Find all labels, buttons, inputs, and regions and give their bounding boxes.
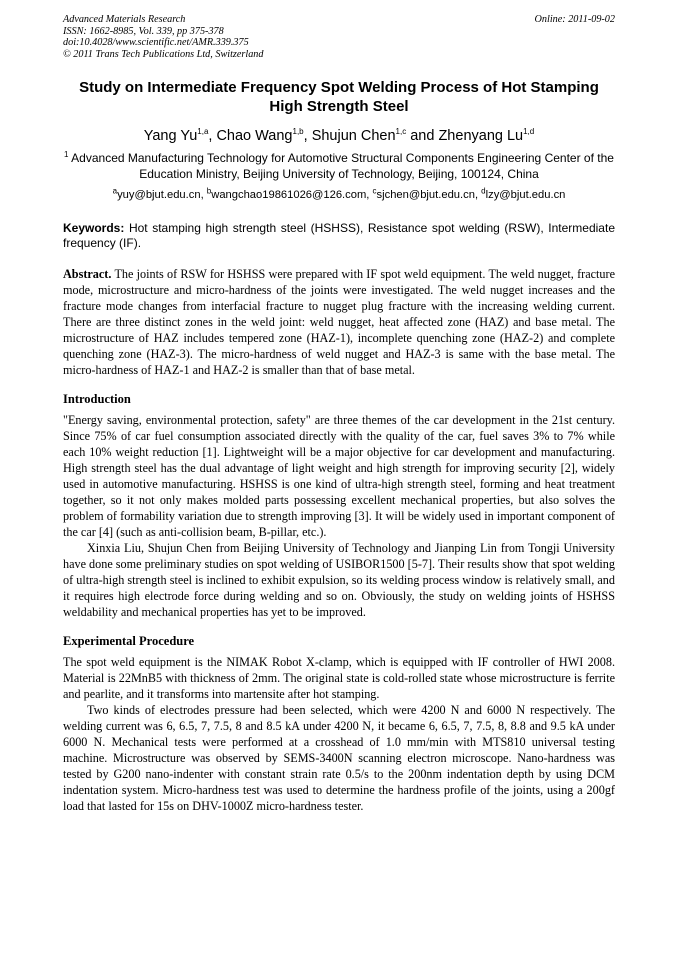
online-date: Online: 2011-09-02 <box>534 14 615 25</box>
abstract-label: Abstract. <box>63 267 112 281</box>
author-name: Zhenyang Lu <box>438 128 524 144</box>
intro-paragraph-2: Xinxia Liu, Shujun Chen from Beijing University of Technology and Jianping Lin from Tongji University have done some preliminary studies on spot welding of USIBOR1500 [5-7]. Their results show that spot welding of ultra-high strength steel is inclined to exhibit expulsion, so its welding process window is relatively small, and it requires high electrode force during welding and so on. Obviously, the study on welding joints of HSHSS weldability and mechanical properties has yet to be improved. <box>63 541 615 619</box>
doi-line: doi:10.4028/www.scientific.net/AMR.339.375 <box>63 37 249 48</box>
email-list <box>63 188 615 203</box>
abstract-text: The joints of RSW for HSHSS were prepared with IF spot weld equipment. The weld nugget, fracture mode, microstructure and micro-hardness of the joints were investigated. The weld nugget increases and the fracture mode changes from interfacial fracture to nugget plug fracture with the increasing welding current. There are three distinct zones in the weld joint: weld nugget, heat affected zone (HAZ) and base metal. The microstructure of HAZ includes tempered zone (HAZ-1), incomplete quenching zone (HAZ-2) and complete quenching zone (HAZ-3). The micro-hardness of weld nugget and HAZ-3 is same with the base metal. The micro-hardness of HAZ-1 and HAZ-2 is smaller than that of base metal. <box>63 267 615 377</box>
email-separator: , <box>366 189 373 201</box>
author-name: Yang Yu <box>143 128 198 144</box>
email-separator: , <box>474 189 482 201</box>
email-superscript: a <box>112 186 118 196</box>
email-address: wangchao19861026@126.com <box>211 189 367 201</box>
paper-title: Study on Intermediate Frequency Spot Welding Process of Hot Stamping High Strength Steel <box>79 79 599 115</box>
journal-name: Advanced Materials Research <box>63 14 186 25</box>
affiliation-text: Advanced Manufacturing Technology for Automotive Structural Components Engineering Center of the Education Ministry, Beijing University of Technology, Beijing, 100124, China <box>68 151 614 181</box>
experimental-paragraph-1: The spot weld equipment is the NIMAK Robot X-clamp, which is equipped with IF controller of HWI 2008. Material is 22MnB5 with thickness of 2mm. The original state is cold-rolled state whose microstructure is ferrite and pearlite, and it transforms into martensite after hot stamping. <box>63 655 615 701</box>
keywords-block <box>63 221 615 251</box>
keywords-text: Hot stamping high strength steel (HSHSS), Resistance spot welding (RSW), Intermediate frequency (IF). <box>63 221 615 250</box>
author-superscript: 1,b <box>292 127 304 137</box>
author-name: Shujun Chen <box>311 128 396 144</box>
author-superscript: 1,d <box>523 127 535 137</box>
author-list <box>63 127 615 145</box>
author-name: Chao Wang <box>216 128 293 144</box>
affiliation <box>63 150 615 182</box>
author-superscript: 1,c <box>395 127 407 137</box>
email-separator: , <box>200 189 207 201</box>
email-superscript: c <box>372 186 377 196</box>
email-address: sjchen@bjut.edu.cn <box>376 189 475 201</box>
author-conjunction: and <box>406 128 439 144</box>
paper-page <box>63 14 615 814</box>
email-superscript: d <box>481 186 486 196</box>
author-separator: , <box>303 128 312 144</box>
section-heading-experimental-procedure: Experimental Procedure <box>63 634 195 648</box>
intro-paragraph-1: "Energy saving, environmental protection, safety" are three themes of the car development in the 21st century. Since 75% of car fuel consumption associated directly with the quality of the car, fuel saves 3% to 7% while each 10% weight reduction [1]. Lightweight will be a major objective for car development and manufacturing. High strength steel has the dual advantage of light weight and high strength for improving security [2], widely used in automotive manufacturing. HSHSS is one kind of ultra-high strength steel, forming and heat treatment together, so it not only makes molded parts possessing excellent mechanical properties, but also solves the problem of formability variation due to strength improving [3]. It will be widely used in important component of the car [4] (such as anti-collision beam, B-pillar, etc.). <box>63 413 615 539</box>
copyright-line: © 2011 Trans Tech Publications Ltd, Switzerland <box>63 48 264 60</box>
publication-info <box>63 14 263 60</box>
keywords-label: Keywords: <box>63 221 125 235</box>
affiliation-superscript: 1 <box>64 150 69 159</box>
abstract-block <box>63 266 615 378</box>
running-header <box>63 14 615 60</box>
section-heading-introduction: Introduction <box>63 392 131 406</box>
experimental-paragraph-2: Two kinds of electrodes pressure had been selected, which were 4200 N and 6000 N respectively. The welding current was 6, 6.5, 7, 7.5, 8 and 8.5 kA under 4200 N, it became 6, 6.5, 7, 7.5, 8, 8.8 and 9.5 kA under 6000 N. Mechanical tests were performed at a crosshead of 1.0 mm/min with MTS810 universal testing machine. Microstructure was observed by SEMS-3400N scanning electron microscope. Nano-hardness was tested by G200 nano-indenter with constant strain rate 0.5/s to the 200nm indentation depth by using DCM indentation system. Micro-hardness test was used to determine the hardness profile of the joints, using a 200gf load that lasted for 15s on DHV-1000Z micro-hardness tester. <box>63 703 615 813</box>
issn-line: ISSN: 1662-8985, Vol. 339, pp 375-378 <box>63 25 224 37</box>
email-address: lzy@bjut.edu.cn <box>485 189 566 201</box>
author-superscript: 1,a <box>197 127 209 137</box>
email-superscript: b <box>206 186 212 196</box>
email-address: yuy@bjut.edu.cn <box>117 189 201 201</box>
author-separator: , <box>208 128 217 144</box>
